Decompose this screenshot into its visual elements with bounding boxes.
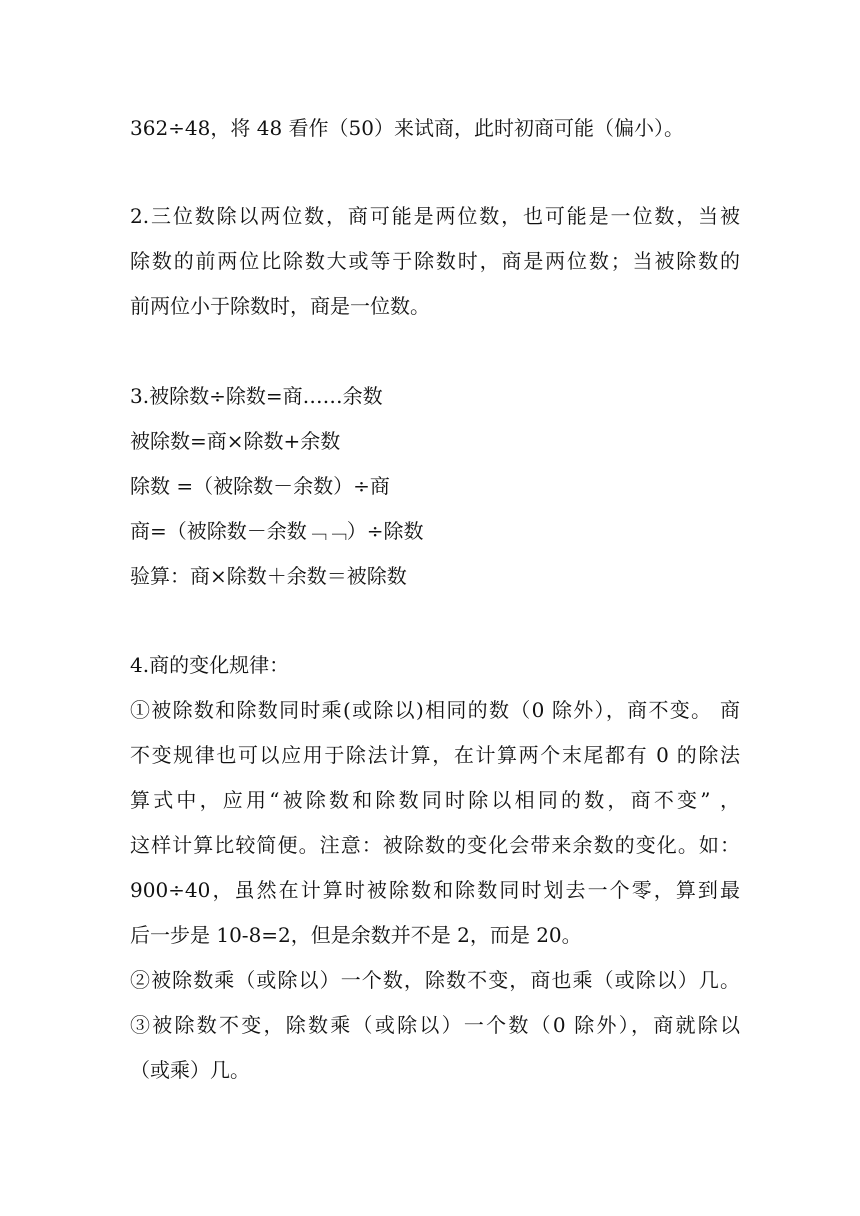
text-line-point-3-formula-2: 被除数=商×除数+余数: [130, 429, 341, 453]
text-line-rule-1-a: ①被除数和除数同时乘(或除以)相同的数（0 除外），商不变。 商: [130, 698, 740, 722]
text-line-point-2-b: 除数的前两位比除数大或等于除数时，商是两位数；当被除数的: [130, 249, 740, 273]
text-line-rule-3-b: （或乘）几。: [130, 1058, 250, 1082]
text-line-point-3-formula-3: 除数 =（被除数－余数）÷商: [130, 474, 390, 498]
text-line-rule-1-c: 算式中，应用“被除数和除数同时除以相同的数，商不变” ，: [130, 788, 740, 812]
text-line-rule-1-d: 这样计算比较简便。注意：被除数的变化会带来余数的变化。如：: [130, 833, 740, 857]
text-line-rule-1-f: 后一步是 10-8=2，但是余数并不是 2，而是 20。: [130, 923, 582, 947]
text-line-point-3-formula-1: 3.被除数÷除数=商……余数: [130, 384, 383, 408]
text-line-rule-1-e: 900÷40，虽然在计算时被除数和除数同时划去一个零，算到最: [130, 878, 740, 902]
text-line-rule-2: ②被除数乘（或除以）一个数，除数不变，商也乘（或除以）几。: [130, 968, 740, 992]
text-line-point-2-c: 前两位小于除数时，商是一位数。: [130, 294, 430, 318]
text-line-point-3-check: 验算：商×除数＋余数＝被除数: [130, 564, 407, 588]
text-line-point-2-a: 2.三位数除以两位数，商可能是两位数，也可能是一位数，当被: [130, 204, 740, 228]
text-line-trial-quotient: 362÷48，将 48 看作（50）来试商，此时初商可能（偏小）。: [130, 116, 684, 140]
text-line-rule-3-a: ③被除数不变，除数乘（或除以）一个数（0 除外），商就除以: [130, 1013, 740, 1037]
text-line-point-4-heading: 4.商的变化规律：: [130, 653, 290, 677]
text-line-rule-1-b: 不变规律也可以应用于除法计算，在计算两个末尾都有 0 的除法: [130, 743, 740, 767]
text-line-point-3-formula-4: 商=（被除数－余数﹁﹁）÷除数: [130, 519, 424, 543]
